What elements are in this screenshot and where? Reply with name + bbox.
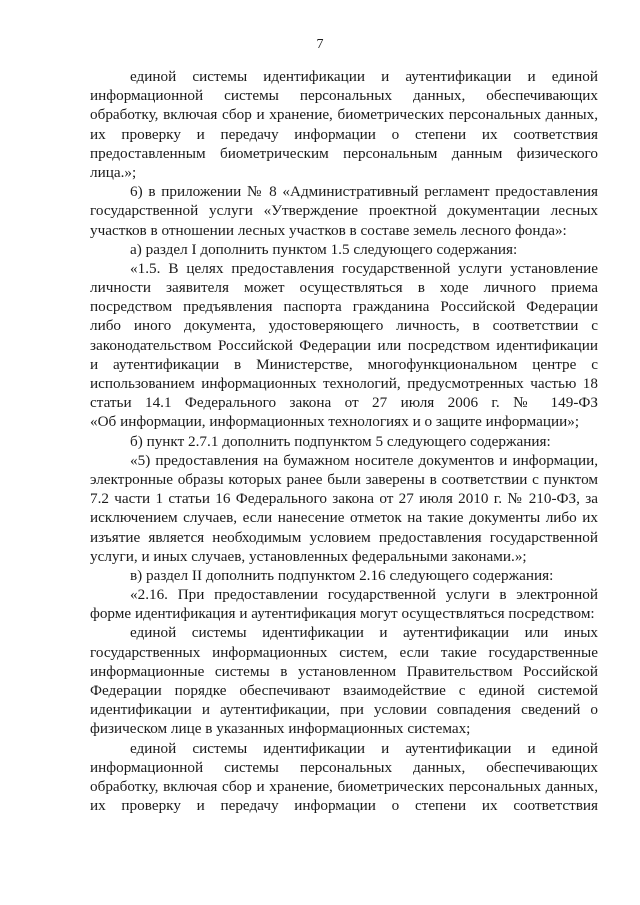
text-line: в) раздел II дополнить подпунктом 2.16 следующего содержания: (130, 566, 554, 584)
text-line: единой системы идентификации и аутентификации или иных (130, 624, 598, 642)
text-line: физическом лице в указанных информационных системах; (90, 720, 471, 738)
text-line: личности заявителя может осуществляться в ходе личного приема (90, 279, 598, 297)
text-line: форме идентификация и аутентификация могут осуществляться посредством: (90, 605, 595, 623)
text-line: государственных информационных систем, если такие государственные (90, 643, 598, 661)
text-line: государственной услуги «Утверждение проектной документации лесных (90, 202, 598, 220)
text-line: информационной системы персональных данных, обеспечивающих (90, 87, 598, 105)
text-line: обработку, включая сбор и хранение, биометрических персональных данных, (90, 106, 598, 124)
text-line: «1.5. В целях предоставления государственной услуги установление (130, 259, 598, 277)
text-line: единой системы идентификации и аутентификации и единой (130, 739, 598, 757)
text-line: информационной системы персональных данных, обеспечивающих (90, 758, 598, 776)
text-line: законодательством Российской Федерации или посредством идентификации (90, 336, 598, 354)
text-line: б) пункт 2.7.1 дополнить подпунктом 5 следующего содержания: (130, 432, 551, 450)
text-line: статьи 14.1 Федерального закона от 27 июля 2006 г. № 149-ФЗ (90, 394, 598, 412)
text-line: участков в отношении лесных участков в составе земель лесного фонда»: (90, 221, 567, 239)
text-line: исключением случаев, если нанесение отметок на такие документы либо их (90, 509, 598, 527)
text-line: обработку, включая сбор и хранение, биометрических персональных данных, (90, 777, 598, 795)
text-line: единой системы идентификации и аутентификации и единой (130, 68, 598, 85)
text-line: «5) предоставления на бумажном носителе документов и информации, (130, 451, 598, 469)
text-line: а) раздел I дополнить пунктом 1.5 следующего содержания: (130, 240, 518, 258)
text-line: идентификации и аутентификации, при условии совпадения сведений о (90, 701, 598, 719)
text-line: и аутентификации в Министерстве, многофункциональном центре с (90, 355, 598, 373)
text-line: информационные системы в установленном Правительством Российской (90, 662, 598, 680)
text-line: электронные образы которых ранее были заверены в соответствии с пунктом (90, 470, 598, 488)
page-number: 7 (316, 37, 324, 52)
text-line: изъятие является необходимым условием предоставления государственной (90, 528, 598, 546)
text-line: либо иного документа, удостоверяющего личность, в соответствии с (90, 317, 598, 335)
text-line: посредством предъявления паспорта гражданина Российской Федерации (90, 298, 598, 316)
text-line: услуги, и иных случаев, установленных федеральными законами.»; (90, 547, 527, 565)
text-line: «2.16. При предоставлении государственной услуги в электронной (130, 586, 598, 604)
text-line: «Об информации, информационных технологиях и о защите информации»; (90, 413, 580, 431)
text-line: 6) в приложении № 8 «Административный регламент предоставления (130, 183, 598, 201)
text-line: Федерации порядке обеспечивают взаимодействие с единой системой (90, 682, 598, 699)
text-line: 7.2 части 1 статьи 16 Федерального закона от 27 июля 2010 г. № 210-ФЗ, за (90, 490, 598, 508)
text-line: их проверку и передачу информации о степени их соответствия (90, 125, 598, 143)
text-line: их проверку и передачу информации о степени их соответствия (90, 797, 598, 815)
text-line: использованием информационных технологий, предусмотренных частью 18 (90, 375, 598, 392)
text-line: предоставленным биометрическим персональным данным физического (90, 144, 598, 162)
document-body (90, 67, 598, 815)
text-line: лица.»; (90, 163, 137, 181)
